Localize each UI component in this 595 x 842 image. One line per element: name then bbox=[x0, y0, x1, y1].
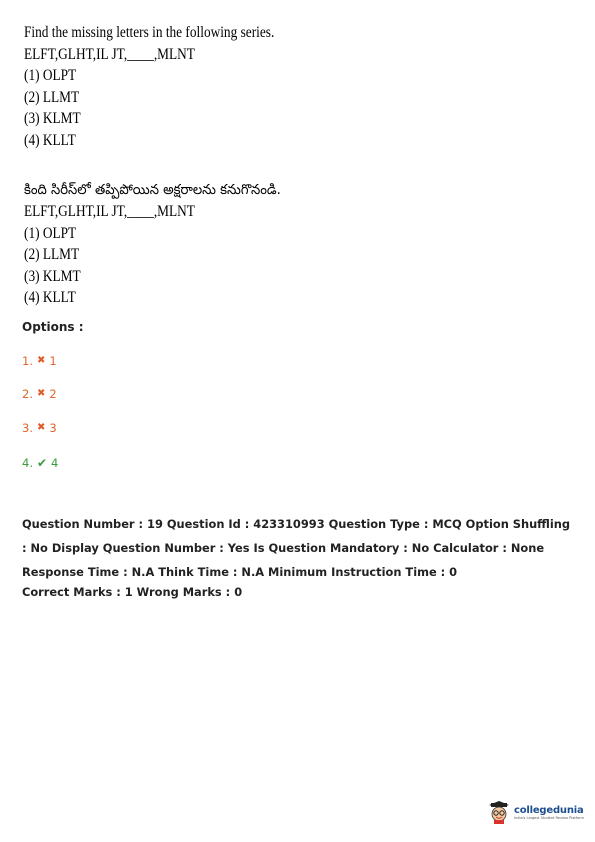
option-number: 4. bbox=[22, 456, 33, 470]
options-heading: Options : bbox=[22, 320, 84, 334]
question-option: (3) KLMT bbox=[24, 110, 81, 127]
option-value: 3 bbox=[49, 421, 57, 435]
answer-option-3 bbox=[22, 421, 57, 435]
collegedunia-logo bbox=[488, 800, 584, 824]
cross-icon: ✖ bbox=[36, 355, 46, 366]
question-english bbox=[24, 22, 315, 151]
question-option: (4) KLLT bbox=[24, 289, 76, 306]
option-value: 2 bbox=[49, 387, 57, 401]
answer-option-2 bbox=[22, 387, 57, 401]
question-series: ELFT,GLHT,IL JT,____,MLNT bbox=[24, 203, 195, 220]
option-value: 1 bbox=[49, 354, 57, 368]
answer-option-1 bbox=[22, 354, 57, 368]
option-value: 4 bbox=[51, 456, 59, 470]
question-prompt-telugu: కింది సిరీస్‌లో తప్పిపోయిన అక్షరాలను కనుగొనండి. bbox=[24, 182, 281, 198]
option-number: 1. bbox=[22, 354, 33, 368]
check-icon: ✔ bbox=[36, 456, 48, 470]
cross-icon: ✖ bbox=[36, 422, 46, 433]
answer-option-4 bbox=[22, 456, 58, 470]
option-number: 2. bbox=[22, 387, 33, 401]
logo-tagline: India's Largest Student Review Platform bbox=[514, 815, 584, 820]
question-option: (1) OLPT bbox=[24, 224, 77, 242]
question-option: (2) LLMT bbox=[24, 88, 80, 106]
logo-name: collegedunia bbox=[514, 804, 584, 816]
question-option: (1) OLPT bbox=[24, 67, 77, 84]
question-option: (4) KLLT bbox=[24, 131, 76, 149]
marks-info: Correct Marks : 1 Wrong Marks : 0 bbox=[22, 585, 243, 599]
cross-icon: ✖ bbox=[36, 388, 46, 399]
mascot-icon bbox=[488, 800, 510, 824]
question-option: (3) KLMT bbox=[24, 267, 81, 285]
question-prompt: Find the missing letters in the following series. bbox=[24, 24, 275, 41]
option-number: 3. bbox=[22, 421, 33, 435]
question-telugu bbox=[24, 180, 297, 309]
question-series: ELFT,GLHT,IL JT,____,MLNT bbox=[24, 45, 195, 63]
question-option: (2) LLMT bbox=[24, 246, 80, 263]
question-metadata: Question Number : 19 Question Id : 423310993 Question Type : MCQ Option Shuffling : No Display Question Number : Yes Is Question Mandatory : No Calculator : None Response Time : N.A Think Time : N.A Minimum Instruction Time : 0 bbox=[22, 517, 571, 579]
